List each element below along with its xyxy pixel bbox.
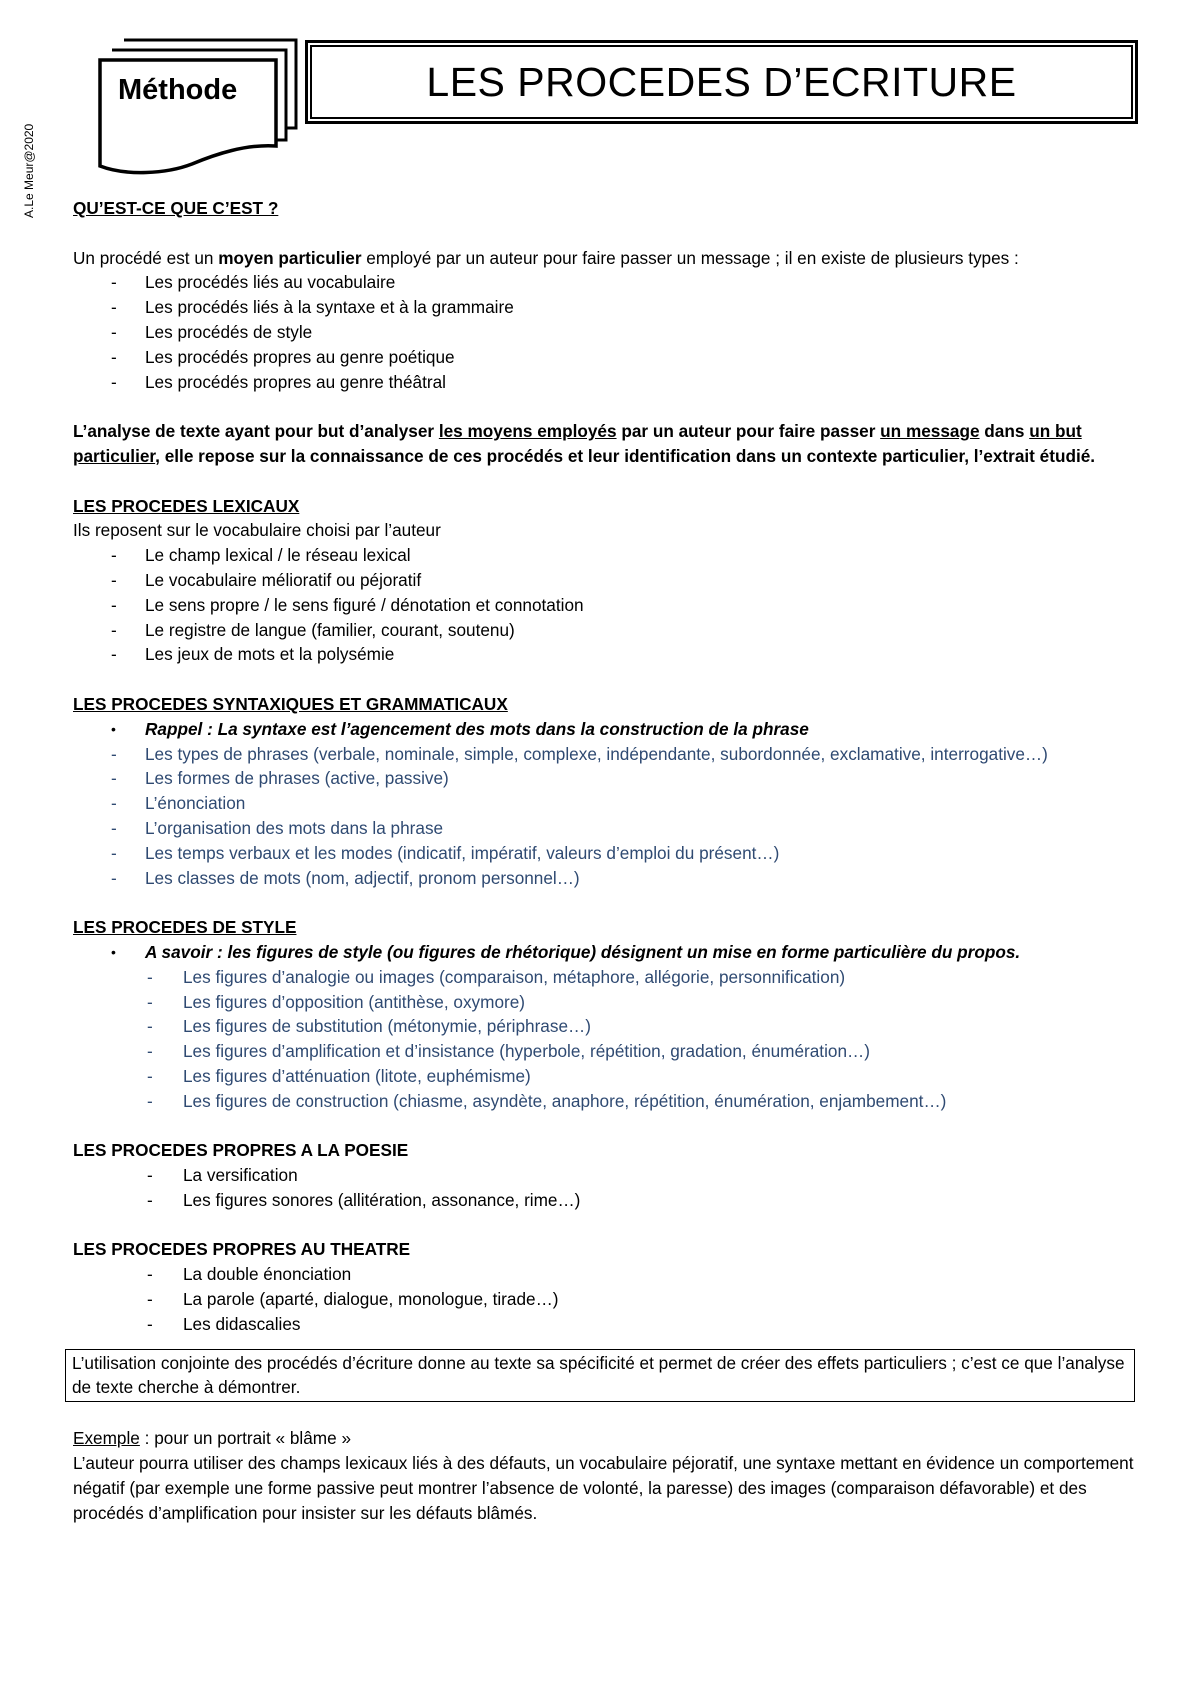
- example-label: Exemple: [73, 1428, 140, 1449]
- dash-marker: -: [147, 1165, 153, 1186]
- list-item-text: Les figures de construction (chiasme, asyndète, anaphore, répétition, énumération, enjambement…): [183, 1090, 947, 1111]
- list-item-text: Les figures d’amplification et d’insistance (hyperbole, répétition, gradation, énumération…): [183, 1041, 870, 1062]
- list-item-text: La versification: [183, 1165, 298, 1186]
- list-item-text: L’énonciation: [145, 793, 246, 814]
- dash-marker: -: [111, 644, 117, 665]
- list-item-text: Les formes de phrases (active, passive): [145, 768, 449, 789]
- savoir-item: [73, 940, 1143, 965]
- author-credit: A.Le Meur@2020: [22, 123, 36, 218]
- list-item: [73, 1014, 1143, 1039]
- rappel-text: Rappel : La syntaxe est l’agencement des mots dans la construction de la phrase: [145, 718, 809, 739]
- analysis-text: L’analyse de texte ayant pour but d’analyser: [73, 421, 439, 442]
- section-heading-syntax: LES PROCEDES SYNTAXIQUES ET GRAMMATICAUX: [73, 693, 508, 714]
- section-heading-style: LES PROCEDES DE STYLE: [73, 917, 297, 938]
- dash-marker: -: [147, 1189, 153, 1210]
- list-item: [73, 618, 1143, 643]
- list-item: [73, 568, 1143, 593]
- dash-marker: -: [147, 1289, 153, 1310]
- list-item-text: Les temps verbaux et les modes (indicatif, impératif, valeurs d’emploi du présent…): [145, 842, 780, 863]
- list-item: [73, 990, 1143, 1015]
- dash-marker: -: [111, 594, 117, 615]
- dash-marker: -: [147, 1065, 153, 1086]
- dash-marker: -: [147, 1313, 153, 1334]
- dash-marker: -: [111, 371, 117, 392]
- list-item-text: La double énonciation: [183, 1264, 352, 1285]
- list-item: [73, 642, 1143, 667]
- rappel-item: [73, 717, 1143, 742]
- conclusion-text: L’utilisation conjointe des procédés d’écriture donne au texte sa spécificité et permet de créer des effets particuliers ; c’est ce que l’analyse de texte cherche à démontrer.: [72, 1352, 1125, 1398]
- savoir-text: : les figures de style (ou figures de rhétorique) désignent un mise en forme particulière du propos.: [212, 941, 1021, 962]
- methode-badge: [96, 36, 302, 176]
- section-heading-poetry: LES PROCEDES PROPRES A LA POESIE: [73, 1140, 409, 1161]
- analysis-text: dans: [979, 421, 1030, 442]
- dash-marker: -: [111, 321, 117, 342]
- list-item: [73, 816, 1143, 841]
- list-item-text: Les jeux de mots et la polysémie: [145, 644, 395, 665]
- list-item-text: Les figures d’analogie ou images (comparaison, métaphore, allégorie, personnification): [183, 966, 846, 987]
- list-item: [73, 1188, 1143, 1213]
- list-item: [73, 543, 1143, 568]
- list-item: [73, 1064, 1143, 1089]
- intro-sentence-bold: moyen particulier: [218, 247, 362, 268]
- dash-marker: -: [111, 272, 117, 293]
- list-item: [73, 1262, 1143, 1287]
- dash-marker: -: [147, 1041, 153, 1062]
- list-item-text: Le vocabulaire mélioratif ou péjoratif: [145, 569, 422, 590]
- lexical-subtitle: Ils reposent sur le vocabulaire choisi par l’auteur: [73, 520, 441, 541]
- list-item: [73, 1163, 1143, 1188]
- analysis-text: par un auteur pour faire passer: [616, 421, 881, 442]
- bullet-marker: •: [111, 943, 116, 960]
- analysis-text: , elle repose sur la connaissance de ces procédés et leur identification dans un contexte particulier, l’extrait étudié.: [155, 445, 1096, 466]
- list-item: [73, 791, 1143, 816]
- dash-marker: -: [147, 1016, 153, 1037]
- dash-marker: -: [147, 1264, 153, 1285]
- list-item: [73, 370, 1143, 395]
- list-item-text: Les procédés liés à la syntaxe et à la grammaire: [145, 297, 514, 318]
- dash-marker: -: [111, 346, 117, 367]
- list-item-text: La parole (aparté, dialogue, monologue, tirade…): [183, 1289, 559, 1310]
- dash-marker: -: [111, 743, 117, 764]
- section-heading-intro: QU’EST-CE QUE C’EST ?: [73, 198, 279, 218]
- dash-marker: -: [111, 842, 117, 863]
- document-body: [73, 196, 1143, 1525]
- example-heading: [73, 1426, 1143, 1451]
- list-item: [73, 1287, 1143, 1312]
- list-item: [73, 320, 1143, 345]
- list-item: [73, 766, 1143, 791]
- list-item-text: Les didascalies: [183, 1313, 301, 1334]
- analysis-underline: les moyens employés: [438, 421, 617, 442]
- dash-marker: -: [111, 867, 117, 888]
- analysis-underline: un message: [880, 421, 980, 442]
- list-item: [73, 866, 1143, 891]
- list-item-text: Les procédés propres au genre théâtral: [145, 371, 446, 392]
- list-item: [73, 270, 1143, 295]
- analysis-paragraph-line-1: [73, 419, 1143, 444]
- section-heading-theatre: LES PROCEDES PROPRES AU THEATRE: [73, 1239, 411, 1260]
- bullet-marker: •: [111, 720, 116, 737]
- dash-marker: -: [111, 619, 117, 640]
- list-item-text: Les figures sonores (allitération, assonance, rime…): [183, 1189, 581, 1210]
- dash-marker: -: [147, 1090, 153, 1111]
- title-box: [305, 40, 1138, 124]
- example-intro: : pour un portrait « blâme »: [139, 1428, 352, 1449]
- dash-marker: -: [111, 768, 117, 789]
- example-text: L’auteur pourra utiliser des champs lexicaux liés à des défauts, un vocabulaire péjoratif, une syntaxe mettant en évidence un comportement négatif (par exemple une forme passive peut montrer l’absence de volonté, la paresse) des images (comparaison défavorable) et des procédés d’amplification pour insister sur les défauts blâmés.: [73, 1453, 1134, 1523]
- list-item-text: Le champ lexical / le réseau lexical: [145, 545, 411, 566]
- methode-label: Méthode: [118, 74, 238, 106]
- list-item: [73, 742, 1143, 767]
- list-item-text: Le sens propre / le sens figuré / dénotation et connotation: [145, 594, 584, 615]
- analysis-underline: particulier: [73, 445, 156, 466]
- list-item: [73, 1312, 1143, 1337]
- list-item-text: Les procédés liés au vocabulaire: [145, 272, 396, 293]
- list-item-text: Les figures d’opposition (antithèse, oxymore): [183, 991, 526, 1012]
- list-item-text: Les classes de mots (nom, adjectif, pronom personnel…): [145, 867, 580, 888]
- list-item-text: Les figures de substitution (métonymie, périphrase…): [183, 1016, 591, 1037]
- intro-sentence: [73, 246, 1143, 271]
- list-item: [73, 1039, 1143, 1064]
- dash-marker: -: [111, 817, 117, 838]
- list-item-text: L’organisation des mots dans la phrase: [145, 817, 444, 838]
- conclusion-box: [65, 1349, 1135, 1403]
- dash-marker: -: [111, 545, 117, 566]
- dash-marker: -: [147, 966, 153, 987]
- list-item-text: Les procédés propres au genre poétique: [145, 346, 455, 367]
- list-item-text: Le registre de langue (familier, courant, soutenu): [145, 619, 515, 640]
- section-heading-lexical: LES PROCEDES LEXICAUX: [73, 495, 300, 516]
- list-item: [73, 1089, 1143, 1114]
- list-item: [73, 295, 1143, 320]
- savoir-label: A savoir: [145, 941, 213, 962]
- dash-marker: -: [147, 991, 153, 1012]
- intro-sentence-start: Un procédé est un: [73, 247, 219, 268]
- list-item: [73, 345, 1143, 370]
- dash-marker: -: [111, 569, 117, 590]
- list-item: [73, 593, 1143, 618]
- list-item: [73, 841, 1143, 866]
- dash-marker: -: [111, 297, 117, 318]
- intro-sentence-end: employé par un auteur pour faire passer un message ; il en existe de plusieurs types :: [361, 247, 1019, 268]
- list-item-text: Les figures d’atténuation (litote, euphémisme): [183, 1065, 531, 1086]
- page-title: LES PROCEDES D’ECRITURE: [426, 58, 1017, 105]
- analysis-underline: un but: [1029, 421, 1082, 442]
- list-item: [73, 965, 1143, 990]
- list-item-text: Les types de phrases (verbale, nominale, simple, complexe, indépendante, subordonnée, exclamative, interrogative…): [145, 743, 1048, 764]
- list-item-text: Les procédés de style: [145, 321, 313, 342]
- dash-marker: -: [111, 793, 117, 814]
- analysis-paragraph-line-2: [73, 444, 1143, 469]
